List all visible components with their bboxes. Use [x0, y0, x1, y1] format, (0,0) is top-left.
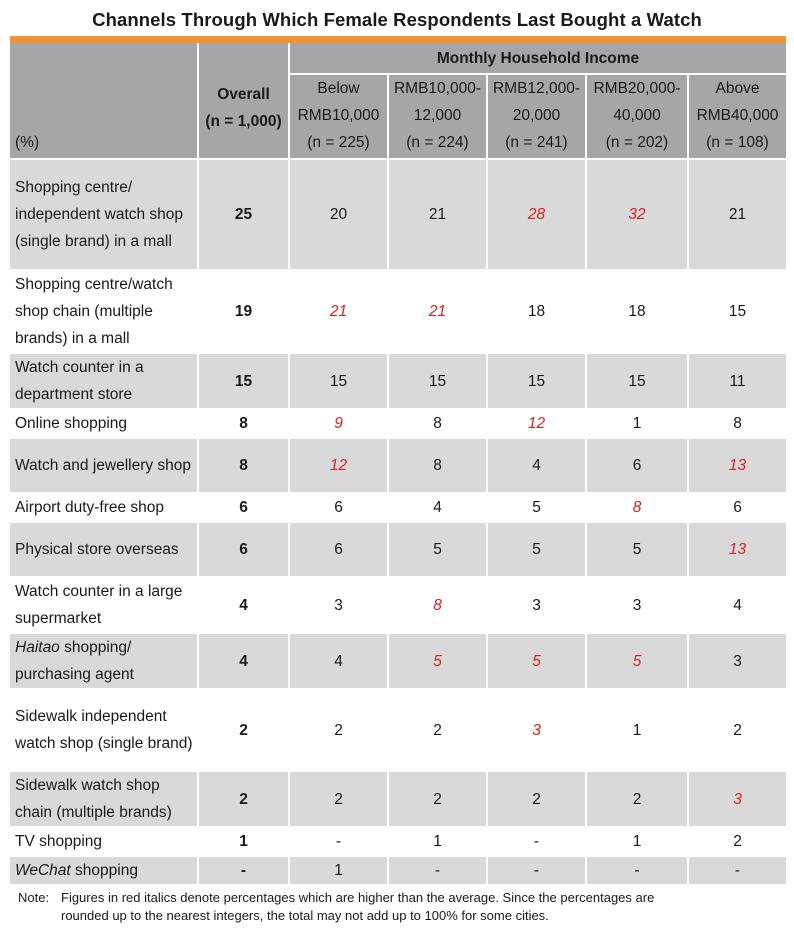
income-value: 3	[688, 771, 786, 827]
income-column-header-line: 12,000	[413, 107, 462, 124]
channel-label: Airport duty-free shop	[15, 499, 165, 516]
income-value: 1	[388, 827, 487, 856]
channel-label: Sidewalk watch shop chain (multiple brands)	[15, 777, 172, 821]
note-label: Note:	[18, 890, 50, 905]
income-group-header: Monthly Household Income	[289, 43, 786, 74]
income-column-header-line: RMB20,000-	[593, 80, 681, 97]
income-value: 5	[388, 522, 487, 577]
income-value: 3	[586, 577, 688, 633]
income-column-header	[388, 74, 487, 159]
table-row	[10, 159, 786, 270]
income-value: 5	[388, 633, 487, 689]
income-column-header	[688, 74, 786, 159]
table-row	[10, 493, 786, 522]
income-value: 15	[688, 270, 786, 353]
income-value: -	[388, 856, 487, 884]
income-value: 8	[688, 409, 786, 438]
overall-value: 4	[198, 577, 289, 633]
income-value: 4	[487, 438, 586, 493]
income-column-header-line: (n = 225)	[307, 134, 370, 151]
table-row	[10, 771, 786, 827]
note-line-2: rounded up to the nearest integers, the total may not add up to 100% for some cities.	[61, 908, 549, 923]
channel-cell	[10, 856, 198, 884]
income-value: 6	[586, 438, 688, 493]
income-value: 8	[388, 438, 487, 493]
income-column-header-line: (n = 224)	[406, 134, 469, 151]
income-column-header-line: RMB40,000	[696, 107, 779, 124]
income-value: 4	[688, 577, 786, 633]
table-row	[10, 689, 786, 771]
income-value: -	[487, 827, 586, 856]
income-value: 21	[388, 270, 487, 353]
channel-label: Online shopping	[15, 415, 128, 432]
overall-value: 8	[198, 438, 289, 493]
channels-table	[10, 43, 786, 884]
income-column-header	[586, 74, 688, 159]
overall-value: 25	[198, 159, 289, 270]
channel-cell	[10, 771, 198, 827]
channel-cell	[10, 353, 198, 409]
channel-label: shopping	[70, 862, 138, 879]
table-row	[10, 856, 786, 884]
income-value: 3	[487, 577, 586, 633]
income-value: 2	[388, 771, 487, 827]
channel-label: TV shopping	[15, 833, 103, 850]
title-accent-bar	[10, 36, 786, 43]
channel-cell	[10, 689, 198, 771]
income-value: 1	[586, 409, 688, 438]
channel-label: Shopping centre/ independent watch shop (single brand) in a mall	[15, 179, 184, 250]
income-value: 2	[289, 771, 388, 827]
income-value: 6	[289, 522, 388, 577]
income-value: -	[289, 827, 388, 856]
income-value: 32	[586, 159, 688, 270]
channel-cell	[10, 438, 198, 493]
income-value: 12	[289, 438, 388, 493]
overall-value: 2	[198, 689, 289, 771]
income-value: 5	[487, 633, 586, 689]
overall-value: 6	[198, 522, 289, 577]
channel-cell	[10, 827, 198, 856]
income-value: 2	[688, 689, 786, 771]
income-value: 20	[289, 159, 388, 270]
income-column-header	[487, 74, 586, 159]
income-column-header-line: 20,000	[512, 107, 561, 124]
channel-label: Watch and jewellery shop	[15, 457, 192, 474]
overall-value: 1	[198, 827, 289, 856]
table-row	[10, 577, 786, 633]
income-value: 18	[487, 270, 586, 353]
channel-label: Watch counter in a large supermarket	[15, 583, 183, 627]
income-column-header	[289, 74, 388, 159]
table-row	[10, 438, 786, 493]
channel-cell	[10, 522, 198, 577]
income-value: 6	[688, 493, 786, 522]
channel-cell	[10, 577, 198, 633]
overall-value: 19	[198, 270, 289, 353]
income-value: 8	[388, 577, 487, 633]
income-column-header-line: (n = 108)	[706, 134, 769, 151]
table-row	[10, 633, 786, 689]
income-value: 21	[388, 159, 487, 270]
channel-cell	[10, 159, 198, 270]
channel-cell	[10, 633, 198, 689]
footnote	[18, 889, 788, 925]
table-row	[10, 270, 786, 353]
income-value: 13	[688, 438, 786, 493]
income-column-header-line: (n = 202)	[605, 134, 669, 151]
overall-value: -	[198, 856, 289, 884]
table-title: Channels Through Which Female Respondents Last Bought a Watch	[92, 9, 702, 30]
income-value: 6	[289, 493, 388, 522]
income-column-header-line: RMB10,000	[297, 107, 380, 124]
overall-header-n: (n = 1,000)	[205, 112, 282, 130]
income-value: 1	[586, 689, 688, 771]
income-value: 2	[688, 827, 786, 856]
overall-header-label: Overall	[217, 85, 270, 103]
income-value: 3	[487, 689, 586, 771]
income-value: 2	[289, 689, 388, 771]
income-value: 11	[688, 353, 786, 409]
channel-cell	[10, 493, 198, 522]
channel-label: Shopping centre/watch shop chain (multiple brands) in a mall	[15, 276, 173, 347]
income-value: 2	[388, 689, 487, 771]
income-value: -	[586, 856, 688, 884]
table-row	[10, 522, 786, 577]
channel-cell	[10, 270, 198, 353]
channel-label: Physical store overseas	[15, 541, 179, 558]
income-value: -	[688, 856, 786, 884]
note-line-1: Figures in red italics denote percentages which are higher than the average. Since the percentages are	[61, 890, 655, 905]
income-value: -	[487, 856, 586, 884]
income-value: 5	[586, 522, 688, 577]
unit-label-cell	[10, 43, 198, 159]
income-value: 12	[487, 409, 586, 438]
channel-label: Sidewalk independent watch shop (single brand)	[15, 708, 193, 752]
overall-value: 6	[198, 493, 289, 522]
channel-emphasis: Haitao	[15, 639, 60, 656]
income-value: 3	[688, 633, 786, 689]
income-value: 15	[487, 353, 586, 409]
income-value: 21	[289, 270, 388, 353]
income-value: 13	[688, 522, 786, 577]
income-value: 8	[388, 409, 487, 438]
channel-emphasis: WeChat	[15, 862, 71, 879]
table-row	[10, 353, 786, 409]
overall-value: 2	[198, 771, 289, 827]
income-value: 4	[289, 633, 388, 689]
unit-label: (%)	[15, 134, 40, 151]
income-value: 8	[586, 493, 688, 522]
income-value: 5	[487, 493, 586, 522]
income-value: 4	[388, 493, 487, 522]
income-value: 5	[487, 522, 586, 577]
overall-value: 4	[198, 633, 289, 689]
income-column-header-line: RMB12,000-	[492, 80, 580, 97]
channel-label: shopping/ purchasing agent	[15, 639, 134, 683]
income-column-header-line: (n = 241)	[505, 134, 568, 151]
income-value: 5	[586, 633, 688, 689]
income-value: 2	[487, 771, 586, 827]
income-column-header-line: Below	[317, 80, 360, 97]
income-value: 18	[586, 270, 688, 353]
table-row	[10, 409, 786, 438]
income-column-header-line: Above	[715, 80, 760, 97]
income-value: 3	[289, 577, 388, 633]
income-value: 15	[289, 353, 388, 409]
income-column-header-line: 40,000	[613, 107, 661, 124]
channel-cell	[10, 409, 198, 438]
income-value: 2	[586, 771, 688, 827]
income-value: 15	[586, 353, 688, 409]
channel-label: Watch counter in a department store	[15, 359, 144, 403]
overall-value: 15	[198, 353, 289, 409]
income-value: 1	[586, 827, 688, 856]
overall-header	[198, 43, 289, 159]
income-value: 15	[388, 353, 487, 409]
income-value: 28	[487, 159, 586, 270]
table-row	[10, 827, 786, 856]
income-column-header-line: RMB10,000-	[393, 80, 481, 97]
income-value: 9	[289, 409, 388, 438]
income-value: 1	[289, 856, 388, 884]
income-value: 21	[688, 159, 786, 270]
overall-value: 8	[198, 409, 289, 438]
